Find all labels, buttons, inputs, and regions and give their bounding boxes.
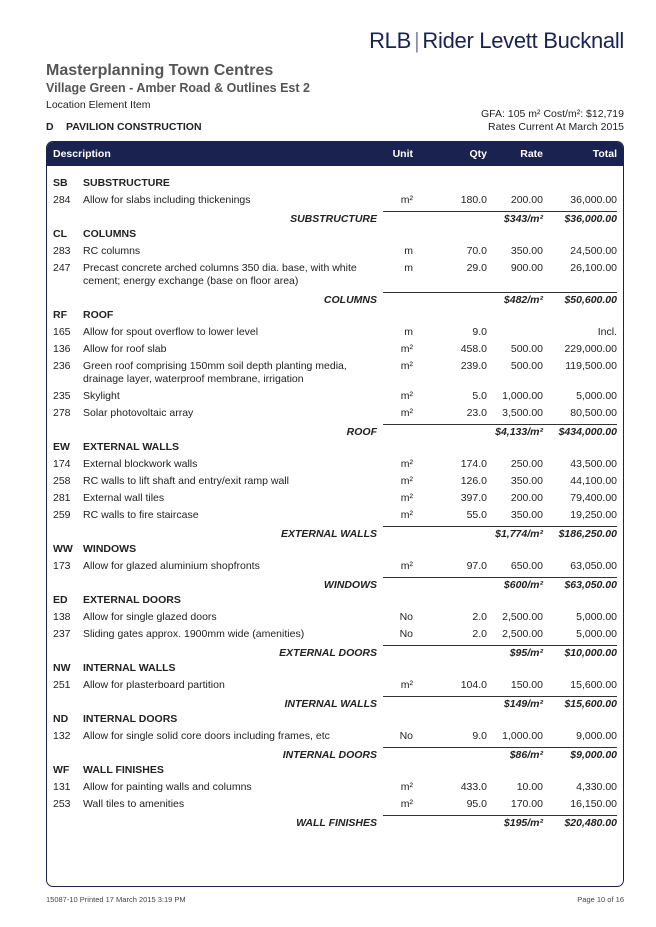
table-row [47,475,623,492]
item-total: 229,000.00 [564,343,617,355]
group-code: ED [53,594,68,606]
item-qty: 97.0 [466,560,487,572]
group-code: SB [53,177,68,189]
item-description: Allow for glazed aluminium shopfronts [83,560,260,572]
subtotal-rate: $343/m² [503,213,543,225]
section-title: PAVILION CONSTRUCTION [66,121,202,133]
item-total: 79,400.00 [570,492,617,504]
subtotal-total: $36,000.00 [564,213,617,225]
group-title: INTERNAL DOORS [83,713,178,725]
item-description: Allow for roof slab [83,343,167,355]
subtotal-row [47,424,623,441]
subtotal-rate: $86/m² [509,749,543,761]
table-row [47,458,623,475]
group-code: NW [53,662,71,674]
item-unit: No [399,611,413,623]
subtotal-row [47,577,623,594]
subtotal-rule [383,747,617,748]
group-title: ROOF [83,309,114,321]
item-qty: 70.0 [466,245,487,257]
document-subtitle: Village Green - Amber Road & Outlines Est 2 [46,81,310,95]
subtotal-rate: $1,774/m² [495,528,543,540]
table-row [47,360,623,390]
item-rate: 200.00 [510,194,543,206]
item-unit: No [399,628,413,640]
item-unit: m² [400,194,413,206]
group-code: EW [53,441,70,453]
item-description: Precast concrete arched columns 350 dia. base, with white cement; energy exchange (base on floor area) [83,262,357,287]
group-title: WINDOWS [83,543,137,555]
item-total: 19,250.00 [570,509,617,521]
item-unit: m² [400,798,413,810]
table-row [47,730,623,747]
item-total: 43,500.00 [570,458,617,470]
subtotal-row [47,526,623,543]
item-qty: 55.0 [466,509,487,521]
item-rate: 2,500.00 [502,628,543,640]
item-qty: 2.0 [472,628,487,640]
cost-table [46,141,624,887]
item-unit: m² [400,679,413,691]
item-rate: 250.00 [510,458,543,470]
item-rate: 500.00 [510,360,543,372]
table-row [47,781,623,798]
document-title: Masterplanning Town Centres [46,62,274,79]
item-qty: 180.0 [460,194,487,206]
subtotal-total: $63,050.00 [564,579,617,591]
item-total: 26,100.00 [570,262,617,274]
subtotal-row [47,211,623,228]
item-code: 278 [53,407,71,419]
group-heading-row [47,662,623,679]
item-total: 36,000.00 [570,194,617,206]
subtotal-total: $15,600.00 [564,698,617,710]
item-unit: m² [400,781,413,793]
table-row [47,194,623,211]
group-heading-row [47,713,623,730]
item-code: 251 [53,679,71,691]
item-rate: 200.00 [510,492,543,504]
group-title: EXTERNAL WALLS [83,441,180,453]
group-code: WF [53,764,70,776]
table-row [47,628,623,645]
item-code: 174 [53,458,71,470]
item-total: 4,330.00 [576,781,617,793]
group-title: SUBSTRUCTURE [83,177,170,189]
group-title: COLUMNS [83,228,137,240]
item-unit: m² [400,390,413,402]
item-code: 259 [53,509,71,521]
header-unit: Unit [392,148,413,160]
group-title: INTERNAL WALLS [83,662,176,674]
subtotal-rule [383,645,617,646]
item-qty: 126.0 [460,475,487,487]
subtotal-label: WALL FINISHES [296,817,377,829]
item-description: Allow for single glazed doors [83,611,217,623]
section-code: D [46,121,54,133]
group-heading-row [47,764,623,781]
item-qty: 9.0 [472,326,487,338]
item-unit: m [404,262,413,274]
item-qty: 2.0 [472,611,487,623]
subtotal-label: COLUMNS [323,294,377,306]
item-code: 235 [53,390,71,402]
subtotal-rule [383,211,617,212]
table-row [47,326,623,343]
item-unit: m² [400,492,413,504]
group-heading-row [47,441,623,458]
item-unit: m [404,245,413,257]
table-row [47,245,623,262]
item-qty: 433.0 [460,781,487,793]
header-rate: Rate [520,148,543,160]
subtotal-rule [383,577,617,578]
subtotal-rule [383,815,617,816]
subtotal-row [47,815,623,832]
item-code: 165 [53,326,71,338]
subtotal-rule [383,526,617,527]
item-description: RC columns [83,245,141,257]
subtotal-total: $186,250.00 [558,528,617,540]
item-code: 283 [53,245,71,257]
group-code: WW [53,543,73,555]
table-row [47,343,623,360]
subtotal-total: $9,000.00 [570,749,617,761]
item-rate: 1,000.00 [502,390,543,402]
item-code: 253 [53,798,71,810]
group-title: EXTERNAL DOORS [83,594,181,606]
table-row [47,798,623,815]
subtotal-rate: $149/m² [503,698,543,710]
item-code: 281 [53,492,71,504]
subtotal-rule [383,696,617,697]
item-description: Solar photovoltaic array [83,407,194,419]
item-description: RC walls to fire staircase [83,509,199,521]
subtotal-rule [383,292,617,293]
item-qty: 174.0 [460,458,487,470]
item-rate: 350.00 [510,245,543,257]
item-rate: 10.00 [516,781,543,793]
item-code: 284 [53,194,71,206]
item-unit: m [404,326,413,338]
item-description: Sliding gates approx. 1900mm wide (amenities) [83,628,305,640]
item-unit: No [399,730,413,742]
item-description: Allow for painting walls and columns [83,781,252,793]
subtotal-label: SUBSTRUCTURE [290,213,377,225]
item-code: 237 [53,628,71,640]
item-qty: 104.0 [460,679,487,691]
group-heading-row [47,228,623,245]
header-description: Description [53,148,111,160]
subtotal-row [47,292,623,309]
item-unit: m² [400,475,413,487]
subtotal-label: INTERNAL WALLS [284,698,377,710]
item-qty: 397.0 [460,492,487,504]
item-unit: m² [400,509,413,521]
item-qty: 458.0 [460,343,487,355]
header-qty: Qty [469,148,487,160]
item-unit: m² [400,343,413,355]
item-code: 247 [53,262,71,274]
footer-print-info: 15087-10 Printed 17 March 2015 3:19 PM [46,895,186,904]
table-row [47,611,623,628]
logo-separator: | [413,28,420,53]
footer-page-number: Page 10 of 16 [577,895,624,904]
item-code: 236 [53,360,71,372]
table-row [47,262,623,292]
subtotal-label: WINDOWS [323,579,377,591]
group-code: RF [53,309,67,321]
subtotal-rate: $600/m² [503,579,543,591]
subtotal-row [47,747,623,764]
logo-rlb: RLB [369,28,411,53]
item-unit: m² [400,458,413,470]
table-row [47,560,623,577]
group-title: WALL FINISHES [83,764,164,776]
logo-company-name: Rider Levett Bucknall [422,28,624,53]
item-total: 119,500.00 [565,360,617,372]
item-total: 15,600.00 [570,679,617,691]
item-code: 132 [53,730,71,742]
location-element-label: Location Element Item [46,99,151,111]
table-row [47,509,623,526]
item-rate: 2,500.00 [502,611,543,623]
subtotal-rate: $4,133/m² [495,426,543,438]
item-total: 16,150.00 [570,798,617,810]
header-total: Total [592,148,617,160]
item-total: 24,500.00 [570,245,617,257]
item-description: Allow for spout overflow to lower level [83,326,259,338]
item-total: Incl. [597,326,617,338]
item-qty: 23.0 [466,407,487,419]
company-logo [369,28,624,54]
group-code: ND [53,713,69,725]
subtotal-label: INTERNAL DOORS [282,749,377,761]
subtotal-row [47,696,623,713]
subtotal-total: $434,000.00 [558,426,617,438]
gfa-cost-summary: GFA: 105 m² Cost/m²: $12,719 [481,108,624,120]
subtotal-rule [383,424,617,425]
item-unit: m² [400,360,413,372]
item-code: 131 [53,781,71,793]
item-code: 258 [53,475,71,487]
item-qty: 95.0 [466,798,487,810]
item-total: 5,000.00 [576,611,617,623]
item-code: 173 [53,560,71,572]
item-total: 80,500.00 [570,407,617,419]
item-description: Wall tiles to amenities [83,798,185,810]
group-heading-row [47,309,623,326]
item-total: 63,050.00 [570,560,617,572]
table-row [47,679,623,696]
subtotal-total: $20,480.00 [564,817,617,829]
item-unit: m² [400,407,413,419]
item-unit: m² [400,560,413,572]
subtotal-label: ROOF [346,426,377,438]
section-heading [46,121,202,133]
item-qty: 29.0 [466,262,487,274]
item-rate: 650.00 [510,560,543,572]
subtotal-total: $50,600.00 [564,294,617,306]
item-description: External wall tiles [83,492,165,504]
item-description: Skylight [83,390,120,402]
item-rate: 150.00 [510,679,543,691]
item-rate: 1,000.00 [502,730,543,742]
group-heading-row [47,177,623,194]
table-row [47,407,623,424]
subtotal-row [47,645,623,662]
table-row [47,492,623,509]
item-rate: 3,500.00 [502,407,543,419]
item-description: RC walls to lift shaft and entry/exit ramp wall [83,475,289,487]
group-heading-row [47,594,623,611]
item-rate: 350.00 [510,475,543,487]
item-code: 138 [53,611,71,623]
table-header [47,142,623,166]
group-code: CL [53,228,67,240]
item-description: Allow for single solid core doors including frames, etc [83,730,330,742]
group-heading-row [47,543,623,560]
item-description: Allow for slabs including thickenings [83,194,251,206]
subtotal-rate: $95/m² [509,647,543,659]
item-description: External blockwork walls [83,458,198,470]
item-total: 9,000.00 [576,730,617,742]
table-row [47,390,623,407]
subtotal-label: EXTERNAL WALLS [280,528,377,540]
item-description: Green roof comprising 150mm soil depth planting media, drainage layer, waterproof membrane, irrigation [83,360,347,385]
subtotal-rate: $482/m² [503,294,543,306]
item-rate: 900.00 [510,262,543,274]
subtotal-total: $10,000.00 [564,647,617,659]
item-qty: 5.0 [472,390,487,402]
subtotal-rate: $195/m² [503,817,543,829]
item-total: 5,000.00 [576,628,617,640]
item-qty: 9.0 [472,730,487,742]
item-rate: 350.00 [510,509,543,521]
item-total: 5,000.00 [576,390,617,402]
item-description: Allow for plasterboard partition [83,679,225,691]
item-rate: 500.00 [510,343,543,355]
item-qty: 239.0 [460,360,487,372]
item-total: 44,100.00 [570,475,617,487]
rates-current-note: Rates Current At March 2015 [488,121,624,133]
item-code: 136 [53,343,71,355]
subtotal-label: EXTERNAL DOORS [279,647,377,659]
item-rate: 170.00 [510,798,543,810]
